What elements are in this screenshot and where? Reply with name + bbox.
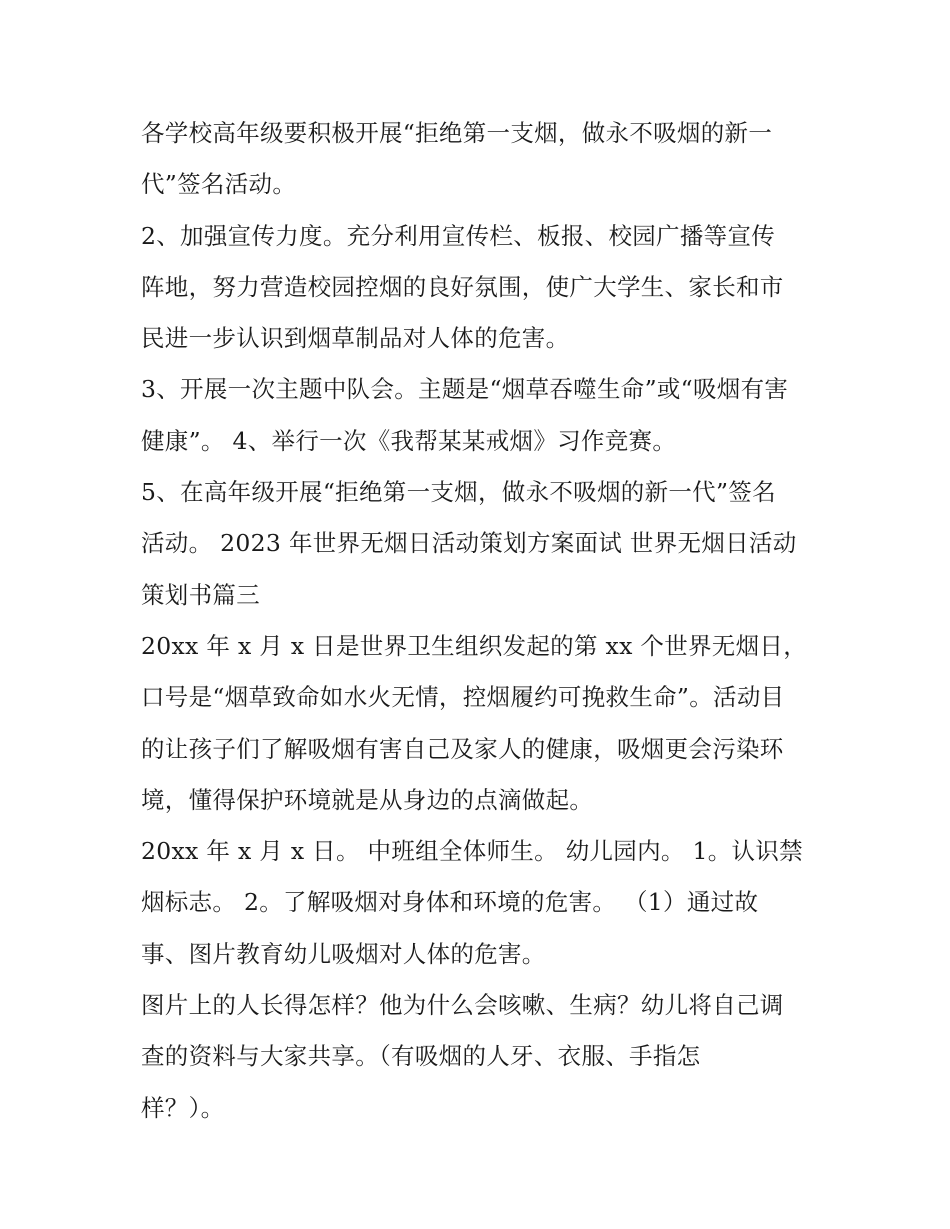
text-line: 策划书篇三	[141, 580, 260, 609]
text-line: 境，懂得保护环境就是从身边的点滴做起。	[141, 785, 594, 814]
text-line: 5、在高年级开展“拒绝第一支烟，做永不吸烟的新一代”签名	[141, 478, 776, 507]
text-line: 活动。 2023 年世界无烟日活动策划方案面试 世界无烟日活动	[141, 529, 797, 558]
text-line: 阵地，努力营造校园控烟的良好氛围，使广大学生、家长和市	[141, 272, 784, 301]
document-body	[141, 108, 821, 1134]
text-line: 20xx 年 x 月 x 日是世界卫生组织发起的第 xx 个世界无烟日，	[141, 631, 808, 660]
text-line: 的让孩子们了解吸烟有害自己及家人的健康，吸烟更会污染环	[141, 734, 784, 763]
text-line: 查的资料与大家共享。（有吸烟的人牙、衣服、手指怎	[141, 1042, 701, 1071]
text-line: 代”签名活动。	[141, 170, 297, 199]
text-line: 各学校高年级要积极开展“拒绝第一支烟，做永不吸烟的新一	[141, 119, 773, 147]
text-line: 事、图片教育幼儿吸烟对人体的危害。	[141, 939, 546, 968]
text-line: 口号是“烟草致命如水火无情，控烟履约可挽救生命”。活动目	[141, 683, 785, 712]
text-line: 2、加强宣传力度。充分利用宣传栏、板报、校园广播等宣传	[141, 221, 776, 250]
text-line: 图片上的人长得怎样？他为什么会咳嗽、生病？幼儿将自己调	[141, 991, 784, 1020]
text-line: 3、开展一次主题中队会。主题是“烟草吞噬生命”或“吸烟有害	[141, 375, 789, 404]
text-line: 烟标志。 2。了解吸烟对身体和环境的危害。 （1）通过故	[141, 888, 759, 917]
text-line: 20xx 年 x 月 x 日。 中班组全体师生。 幼儿园内。 1。认识禁	[141, 837, 803, 866]
text-line: 健康”。 4、举行一次《我帮某某戒烟》习作竞赛。	[141, 426, 677, 455]
text-line: 民进一步认识到烟草制品对人体的危害。	[141, 324, 570, 353]
text-line: 样？）。	[141, 1093, 225, 1122]
